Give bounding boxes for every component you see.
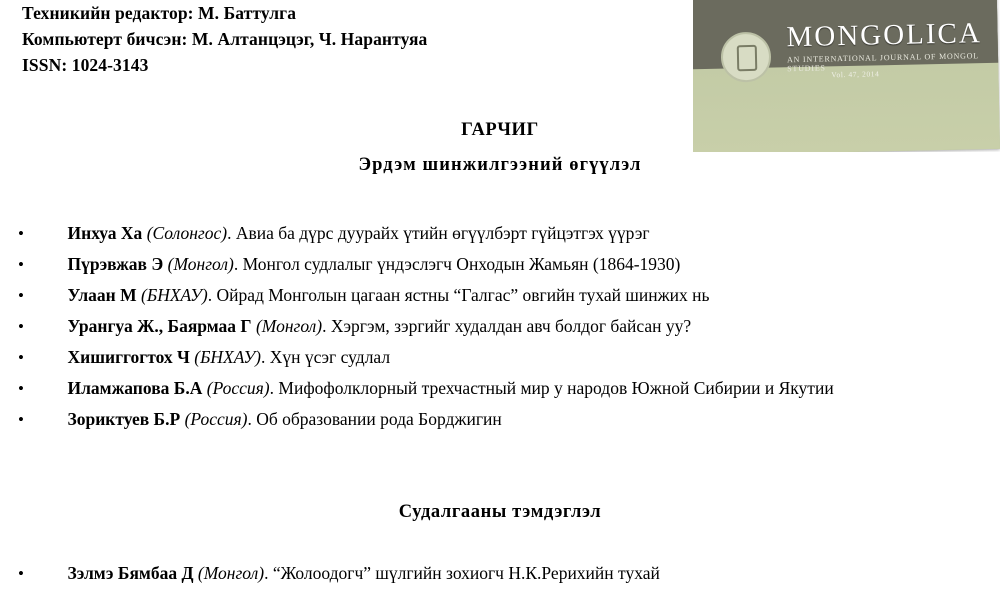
list-item[interactable] (0, 342, 1000, 373)
note-title: “Жолоодогч” шүлгийн зохиогч Н.К.Рерихийн тухай (268, 563, 660, 583)
article-text (68, 311, 976, 342)
article-text (68, 218, 976, 249)
bullet-icon: • (18, 348, 24, 367)
article-country: (Монгол) (167, 254, 234, 274)
article-author: Иламжапова Б.А (67, 378, 207, 398)
article-title: Об образовании рода Борджигин (251, 409, 502, 429)
article-title: Хэргэм, зэргийг худалдан авч болдог байсан уу? (326, 316, 692, 336)
bullet-icon: • (18, 317, 24, 336)
imprint-line-typesetters: Компьютерт бичсэн: М. Алтанцэцэг, Ч. Нарантуяа (22, 29, 428, 49)
article-country: (БНХАУ) (194, 347, 261, 367)
article-title: Ойрад Монголын цагаан ястны “Галгас” овгийн тухай шинжих нь (212, 285, 710, 305)
article-separator: . (260, 347, 266, 367)
article-separator: . (247, 409, 252, 429)
bullet-icon: • (18, 224, 24, 243)
imprint-line-issn: ISSN: 1024-3143 (22, 55, 149, 75)
article-country: (БНХАУ) (141, 285, 208, 305)
note-country: (Монгол) (197, 563, 265, 583)
article-separator: . (269, 378, 275, 398)
article-author: Инхуа Ха (67, 223, 147, 243)
article-text (68, 404, 976, 435)
contents-heading: ГАРЧИГ (461, 120, 539, 140)
cover-volume: Vol. 47, 2014 (831, 69, 880, 80)
article-country: (Монгол) (255, 316, 323, 336)
bullet-icon: • (18, 379, 24, 398)
article-country: (Солонгос) (146, 223, 228, 243)
article-separator: . (227, 223, 232, 243)
article-text (68, 342, 976, 373)
article-author: Пүрэвжав Э (67, 254, 168, 274)
list-item[interactable] (0, 218, 1000, 249)
article-author: Зориктуев Б.Р (67, 409, 185, 429)
cover-subtitle: AN INTERNATIONAL JOURNAL OF MONGOL STUDIES (786, 51, 979, 74)
article-separator: . (207, 285, 213, 305)
list-item[interactable] (0, 249, 1000, 280)
article-text (68, 280, 976, 311)
article-separator: . (322, 316, 327, 336)
imprint-line-technical-editor: Техникийн редактор: М. Баттулга (22, 3, 297, 23)
note-text (68, 558, 976, 589)
article-text (68, 249, 976, 280)
article-author: Урангуа Ж., Баярмаа Г (67, 316, 256, 336)
article-title: Хүн үсэг судлал (265, 347, 391, 367)
notes-list (0, 558, 1000, 589)
article-text (68, 373, 976, 404)
imprint-block (22, 0, 662, 78)
bullet-icon: • (18, 564, 24, 583)
article-title: Мифофолклорный трехчастный мир у народов Южной Сибирии и Якутии (274, 378, 834, 398)
section-heading-research-notes: Судалгааны тэмдэглэл (398, 502, 602, 522)
article-separator: . (233, 254, 239, 274)
list-item[interactable] (0, 373, 1000, 404)
note-author: Зэлмэ Бямбаа Д (67, 563, 198, 583)
section-heading-research-articles: Эрдэм шинжилгээний өгүүлэл (358, 155, 642, 175)
bullet-icon: • (18, 255, 24, 274)
bullet-icon: • (18, 286, 24, 305)
list-item[interactable] (0, 280, 1000, 311)
article-country: (Россия) (184, 409, 248, 429)
list-item[interactable] (0, 404, 1000, 435)
list-item[interactable] (0, 558, 1000, 589)
contents-list (0, 218, 1000, 435)
article-country: (Россия) (206, 378, 270, 398)
article-author: Улаан М (67, 285, 142, 305)
article-title: Авиа ба дүрс дуурайх үтийн өгүүлбэрт гүйцэтгэх үүрэг (231, 223, 650, 243)
cover-title: MONGOLICA (786, 17, 983, 54)
article-author: Хишиггогтох Ч (67, 347, 195, 367)
bullet-icon: • (18, 410, 24, 429)
note-separator: . (264, 563, 269, 583)
article-title: Монгол судлалыг үндэслэгч Онходын Жамьян (1864-1930) (238, 254, 681, 274)
list-item[interactable] (0, 311, 1000, 342)
